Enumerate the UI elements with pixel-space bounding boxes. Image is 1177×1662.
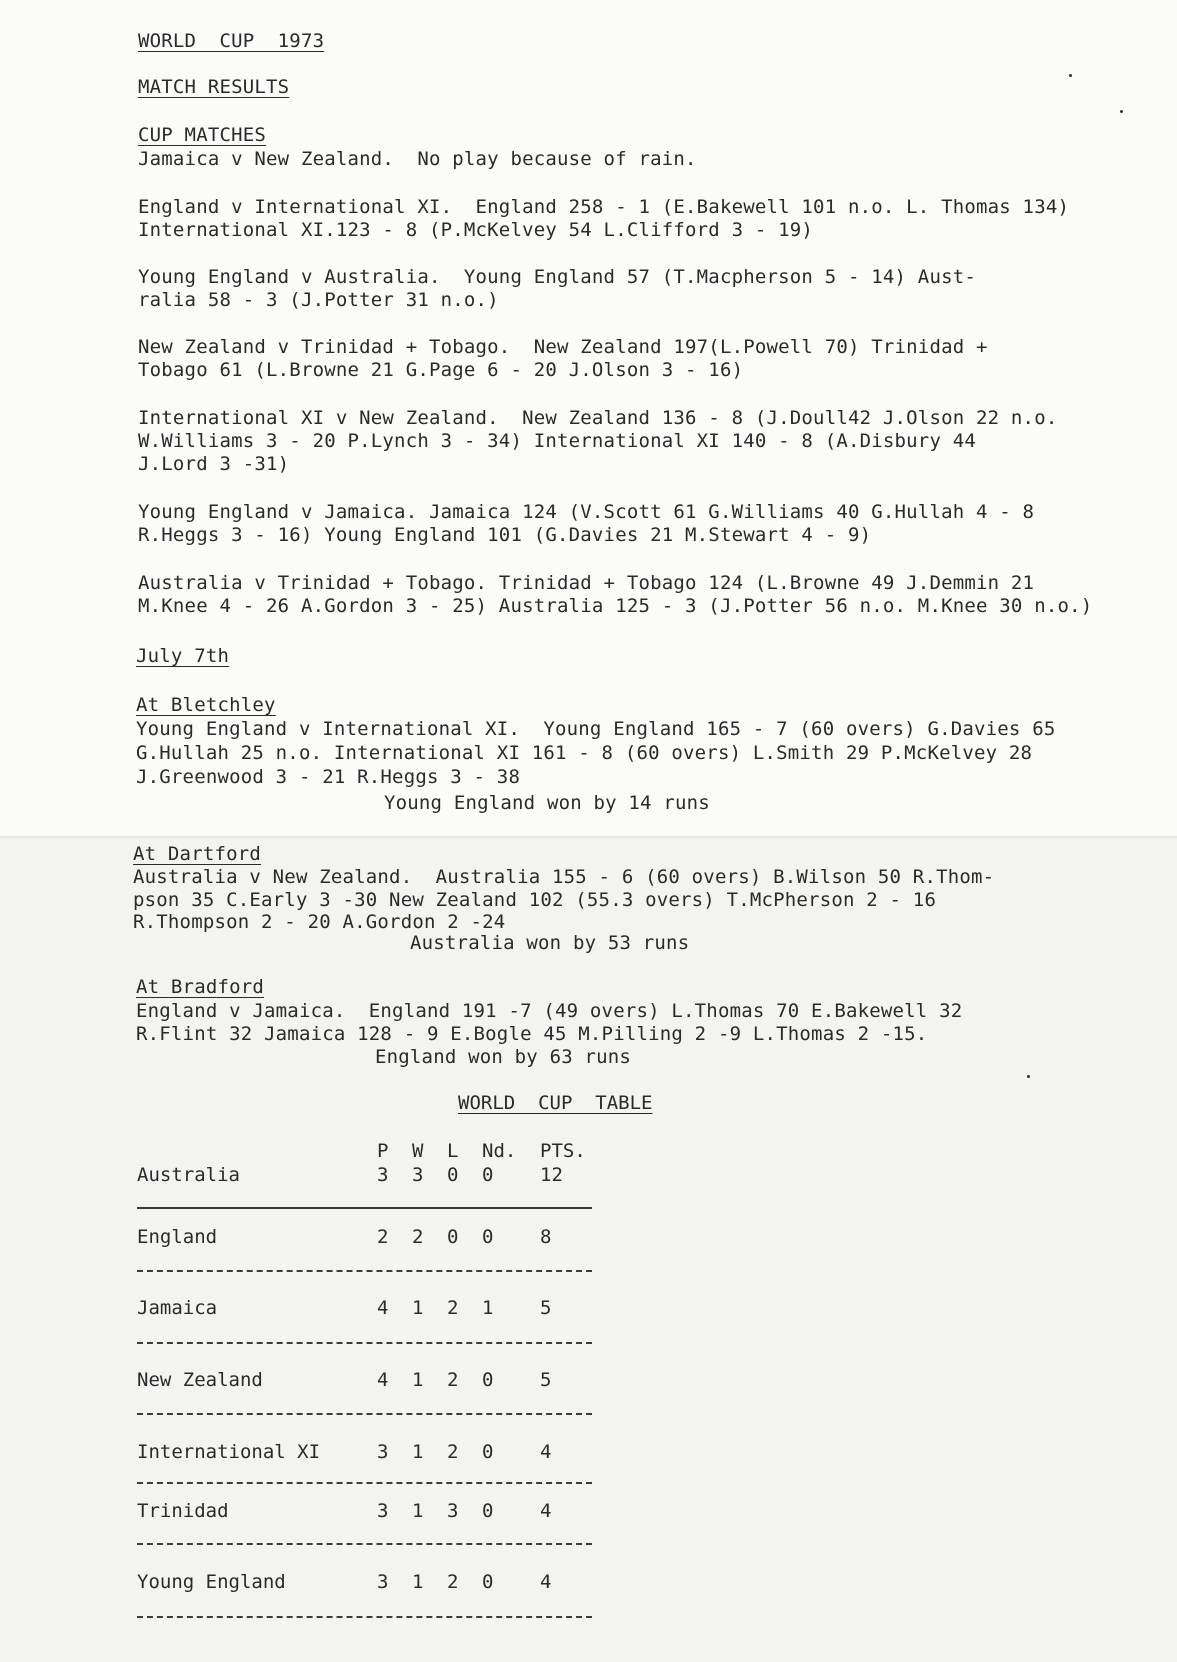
result-line: J.Lord 3 -31) (138, 453, 290, 475)
result-line: Australia v New Zealand. Australia 155 - 6 (60 overs) B.Wilson 50 R.Thom- (133, 866, 995, 888)
result-line: Young England v Jamaica. Jamaica 124 (V.Scott 61 G.Williams 40 G.Hullah 4 - 8 (138, 501, 1035, 523)
result-line: W.Williams 3 - 20 P.Lynch 3 - 34) International XI 140 - 8 (A.Disbury 44 (138, 430, 977, 452)
result-line: Young England v Australia. Young England 57 (T.Macpherson 5 - 14) Aust- (138, 266, 977, 288)
column-header-lost: L (447, 1140, 459, 1162)
match-outcome: England won by 63 runs (375, 1046, 632, 1068)
played-value: 3 (377, 1164, 389, 1186)
won-value: 2 (412, 1226, 424, 1248)
result-line: Tobago 61 (L.Browne 21 G.Page 6 - 20 J.Olson 3 - 16) (138, 359, 744, 381)
result-line: R.Heggs 3 - 16) Young England 101 (G.Davies 21 M.Stewart 4 - 9) (138, 524, 872, 546)
column-header-points: PTS. (540, 1140, 586, 1162)
paper-speck (1120, 110, 1123, 113)
result-line: Australia v Trinidad + Tobago. Trinidad + Tobago 124 (L.Browne 49 J.Demmin 21 (138, 572, 1035, 594)
team-name: International XI (137, 1441, 321, 1463)
won-value: 1 (412, 1500, 424, 1522)
played-value: 2 (377, 1226, 389, 1248)
no-decision-value: 1 (482, 1297, 494, 1319)
no-decision-value: 0 (482, 1500, 494, 1522)
points-value: 5 (540, 1297, 552, 1319)
venue-heading-dartford: At Dartford (133, 843, 262, 865)
team-name: New Zealand (137, 1369, 263, 1391)
result-line: ralia 58 - 3 (J.Potter 31 n.o.) (138, 289, 499, 311)
no-decision-value: 0 (482, 1226, 494, 1248)
team-name: Trinidad (137, 1500, 229, 1522)
result-line: R.Flint 32 Jamaica 128 - 9 E.Bogle 45 M.Pilling 2 -9 L.Thomas 2 -15. (136, 1023, 928, 1045)
points-value: 8 (540, 1226, 552, 1248)
venue-heading-bradford: At Bradford (136, 976, 265, 998)
result-line: International XI v New Zealand. New Zealand 136 - 8 (J.Doull42 J.Olson 22 n.o. (138, 407, 1058, 429)
row-divider (137, 1207, 592, 1209)
won-value: 1 (412, 1441, 424, 1463)
result-line: Young England v International XI. Young England 165 - 7 (60 overs) G.Davies 65 (136, 718, 1056, 740)
paper-speck (1069, 74, 1072, 77)
points-value: 12 (540, 1164, 563, 1186)
lost-value: 2 (447, 1571, 459, 1593)
team-name: England (137, 1226, 218, 1248)
no-decision-value: 0 (482, 1441, 494, 1463)
row-divider (137, 1342, 592, 1344)
match-outcome: Young England won by 14 runs (384, 792, 710, 814)
result-line: International XI.123 - 8 (P.McKelvey 54 L.Clifford 3 - 19) (138, 219, 814, 241)
played-value: 4 (377, 1369, 389, 1391)
column-header-played: P (377, 1140, 389, 1162)
won-value: 1 (412, 1369, 424, 1391)
won-value: 1 (412, 1571, 424, 1593)
venue-heading-bletchley: At Bletchley (136, 694, 276, 716)
league-table-title: WORLD CUP TABLE (458, 1092, 653, 1114)
column-header-won: W (412, 1140, 424, 1162)
played-value: 3 (377, 1571, 389, 1593)
points-value: 4 (540, 1441, 552, 1463)
no-decision-value: 0 (482, 1571, 494, 1593)
lost-value: 2 (447, 1441, 459, 1463)
result-line: New Zealand v Trinidad + Tobago. New Zealand 197(L.Powell 70) Trinidad + (138, 336, 988, 358)
row-divider (137, 1482, 592, 1484)
column-header-no-decision: Nd. (482, 1140, 517, 1162)
lost-value: 2 (447, 1297, 459, 1319)
played-value: 3 (377, 1500, 389, 1522)
row-divider (137, 1616, 592, 1618)
no-decision-value: 0 (482, 1369, 494, 1391)
result-line: England v International XI. England 258 - 1 (E.Bakewell 101 n.o. L. Thomas 134) (138, 196, 1070, 218)
points-value: 4 (540, 1571, 552, 1593)
result-line: England v Jamaica. England 191 -7 (49 overs) L.Thomas 70 E.Bakewell 32 (136, 1000, 963, 1022)
row-divider (137, 1270, 592, 1272)
lost-value: 3 (447, 1500, 459, 1522)
team-name: Jamaica (137, 1297, 218, 1319)
result-line: G.Hullah 25 n.o. International XI 161 - 8 (60 overs) L.Smith 29 P.McKelvey 28 (136, 742, 1033, 764)
result-line: R.Thompson 2 - 20 A.Gordon 2 -24 (133, 911, 506, 933)
result-line: M.Knee 4 - 26 A.Gordon 3 - 25) Australia 125 - 3 (J.Potter 56 n.o. M.Knee 30 n.o.) (138, 595, 1093, 617)
played-value: 4 (377, 1297, 389, 1319)
document-title: WORLD CUP 1973 (138, 30, 325, 52)
result-line: pson 35 C.Early 3 -30 New Zealand 102 (55.3 overs) T.McPherson 2 - 16 (133, 889, 937, 911)
date-heading: July 7th (136, 645, 230, 667)
lost-value: 2 (447, 1369, 459, 1391)
points-value: 4 (540, 1500, 552, 1522)
won-value: 3 (412, 1164, 424, 1186)
won-value: 1 (412, 1297, 424, 1319)
result-line: Jamaica v New Zealand. No play because of rain. (138, 148, 697, 170)
result-line: J.Greenwood 3 - 21 R.Heggs 3 - 38 (136, 766, 521, 788)
team-name: Australia (137, 1164, 240, 1186)
no-decision-value: 0 (482, 1164, 494, 1186)
lost-value: 0 (447, 1164, 459, 1186)
match-outcome: Australia won by 53 runs (410, 932, 690, 954)
team-name: Young England (137, 1571, 286, 1593)
match-results-heading: MATCH RESULTS (138, 76, 290, 98)
cup-matches-heading: CUP MATCHES (138, 124, 267, 146)
points-value: 5 (540, 1369, 552, 1391)
paper-speck (1027, 1075, 1030, 1078)
lost-value: 0 (447, 1226, 459, 1248)
played-value: 3 (377, 1441, 389, 1463)
row-divider (137, 1413, 592, 1415)
row-divider (137, 1543, 592, 1545)
